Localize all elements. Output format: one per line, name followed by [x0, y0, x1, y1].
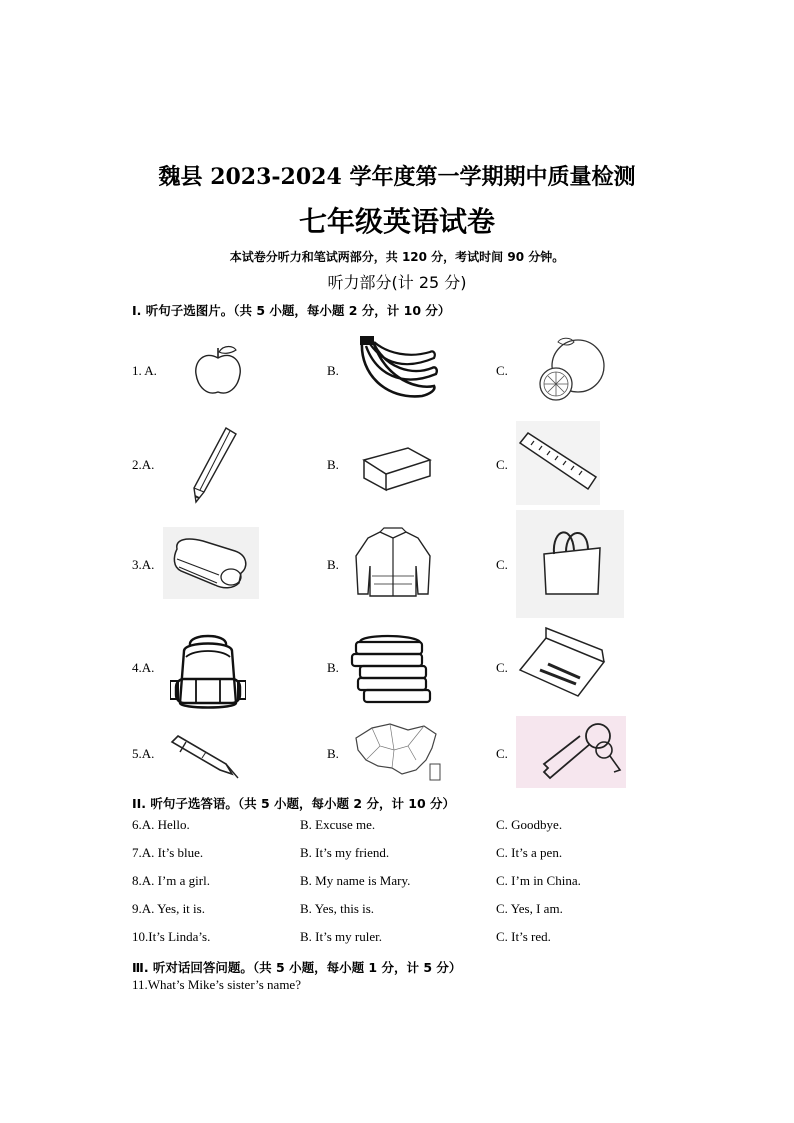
pen-icon: [166, 728, 244, 782]
q3-label-c: C.: [496, 557, 508, 572]
q1-label-b: B.: [327, 363, 339, 378]
q5-label-a: 5.A.: [132, 746, 155, 761]
map-icon: [350, 720, 446, 786]
q4-label-a: 4.A.: [132, 660, 155, 675]
q3-label-b: B.: [327, 557, 339, 572]
bag-icon: [516, 510, 624, 618]
q7-option-a: 7.A. It’s blue.: [132, 845, 204, 860]
q2-label-c: C.: [496, 457, 508, 472]
q7-option-b: B. It’s my friend.: [300, 845, 390, 860]
q4-label-b: B.: [327, 660, 339, 675]
q6-option-a: 6.A. Hello.: [132, 817, 190, 832]
section1-heading: I. 听句子选图片。（共 5 小题，每小题 2 分，计 10 分）: [132, 303, 451, 318]
apple-icon: [190, 342, 246, 398]
q5-label-b: B.: [327, 746, 339, 761]
section2-heading: II. 听句子选答语。（共 5 小题，每小题 2 分，计 10 分）: [132, 796, 456, 811]
q9-option-a: 9.A. Yes, it is.: [132, 901, 205, 916]
q10-option-a: 10.It’s Linda’s.: [132, 929, 211, 944]
part-title: 听力部分(计 25 分): [327, 273, 467, 292]
keys-icon: [516, 716, 626, 788]
section3-heading: Ⅲ. 听对话回答问题。（共 5 小题，每小题 1 分，计 5 分）: [132, 960, 462, 975]
q6-option-b: B. Excuse me.: [300, 817, 376, 832]
q4-label-c: C.: [496, 660, 508, 675]
q8-option-b: B. My name is Mary.: [300, 873, 411, 888]
exam-title: 魏县 2023-2024 学年度第一学期期中质量检测: [158, 164, 636, 190]
q10-option-c: C. It’s red.: [496, 929, 551, 944]
question-11: 11.What’s Mike’s sister’s name?: [132, 977, 301, 992]
quilt-icon: [163, 527, 259, 599]
backpack-icon: [170, 627, 246, 711]
orange-icon: [536, 336, 608, 406]
jacket-icon: [352, 526, 434, 600]
q6-option-c: C. Goodbye.: [496, 817, 563, 832]
q7-option-c: C. It’s a pen.: [496, 845, 563, 860]
pencil-icon: [190, 426, 240, 504]
q8-option-a: 8.A. I’m a girl.: [132, 873, 210, 888]
q8-option-c: C. I’m in China.: [496, 873, 581, 888]
eraser-icon: [360, 442, 434, 492]
q9-option-b: B. Yes, this is.: [300, 901, 375, 916]
q5-label-c: C.: [496, 746, 508, 761]
exam-note: 本试卷分听力和笔试两部分，共 120 分，考试时间 90 分钟。: [229, 250, 565, 264]
q10-option-b: B. It’s my ruler.: [300, 929, 382, 944]
q3-label-a: 3.A.: [132, 557, 155, 572]
pencil-box-icon: [514, 626, 610, 706]
ruler-icon: [516, 421, 600, 505]
exam-subtitle: 七年级英语试卷: [298, 205, 495, 238]
books-icon: [350, 632, 434, 710]
q1-label-a: 1. A.: [132, 363, 157, 378]
bananas-icon: [356, 334, 440, 406]
q2-label-b: B.: [327, 457, 339, 472]
q9-option-c: C. Yes, I am.: [496, 901, 563, 916]
q1-label-c: C.: [496, 363, 508, 378]
q2-label-a: 2.A.: [132, 457, 155, 472]
